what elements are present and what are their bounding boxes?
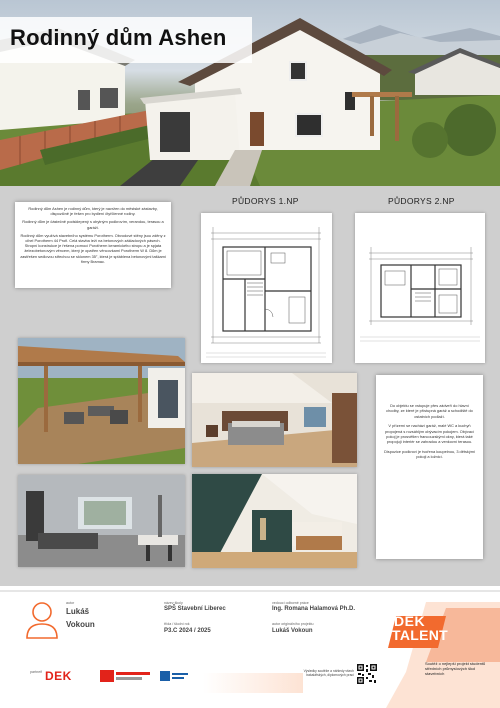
floor-plan-1-drawing	[201, 213, 332, 363]
supervisor-label: vedoucí odborné práce	[272, 601, 309, 605]
floor-plan-1-label: PŮDORYS 1.NP	[232, 196, 299, 206]
dek-partner-logo: DEK	[45, 669, 72, 683]
school-label: název školy	[164, 601, 183, 605]
supervisor-name: Ing. Romana Halamová Ph.D.	[272, 606, 356, 612]
description-paragraph-1: Rodinný dům Ashen je rodinný dům, který je navržen do městské zástavby, dispozičně je řešen pro bydlení čtyřčlenné rodiny.	[28, 206, 158, 217]
info-paragraph-2: V přízemí se nachází garáž, malé WC a kuchyň propojená s rozsáhlým obývacím pokojem. Obývací pokoj je prosvětlen francouzskými okny, která také propojují interiér se zahradou a venkovní terasou.	[384, 423, 475, 445]
original-author-name: Lukáš Vokoun	[272, 628, 313, 634]
avatar-icon	[24, 600, 60, 640]
qr-note-backdrop	[203, 673, 303, 693]
terrace-render	[18, 338, 185, 464]
original-author-label: autor originálního projektu	[272, 622, 314, 626]
bedroom-render	[192, 373, 357, 467]
class-label: třída / školní rok	[164, 622, 190, 626]
partner-logo-3	[160, 669, 188, 683]
layout-description-card	[376, 375, 483, 559]
description-paragraph-3: Rodinný dům využívá stavebního systému Porotherm. Obvodové stěny jsou zděny z cihel Porotherm 44 Profi. Celá stavba leží na betonových základových pásech. Stropní konstrukce je řešena pomocí Porotherm keramického stropu a je spjata železobetonovým věncem, který je opatřen věncovkami Porotherm W 8. Dům je zastřešen sedlovou střechou se sklonem 35°, která je sptáblena betonovými taškami firmy Bramac.	[20, 232, 166, 264]
partner-logo-2	[100, 669, 150, 683]
description-card	[15, 202, 171, 288]
floor-plan-2	[355, 213, 485, 363]
dek-talent-logo-top: DEK	[394, 613, 426, 629]
dek-talent-description: Soutěž o nejlepší projekt studentů středních průmyslových škol stavebních	[425, 661, 486, 677]
hero-render	[0, 0, 500, 186]
page-title: Rodinný dům Ashen	[10, 25, 227, 50]
partners-label: partneři	[30, 670, 43, 674]
info-paragraph-3: Dispozice podkroví je tvořena koupelnou, 3 dětskými pokoji a ložnicí.	[384, 448, 475, 460]
class-year: P3.C 2024 / 2025	[164, 628, 211, 634]
floor-plan-2-label: PŮDORYS 2.NP	[388, 196, 455, 206]
qr-note-line-1: Výsledky soutěže a náhledy všech	[303, 669, 354, 673]
description-paragraph-2: Rodinný dům je částečně podsklepený s obytným podkrovím, verandou, terasou a garáží.	[22, 219, 164, 230]
qr-note	[302, 669, 354, 677]
living-room-render	[18, 475, 185, 567]
info-paragraph-1: Do objektu se vstupuje přes zádveří do hlavní chodby, ze které je přístupná garáž a schodiště do ostatních podlaží.	[386, 403, 473, 419]
school-name: SPŠ Stavební Liberec	[164, 606, 226, 612]
author-first-name: Lukáš	[66, 607, 90, 616]
author-label: autor	[66, 601, 75, 605]
qr-code-icon[interactable]	[356, 663, 378, 685]
floor-plan-2-drawing	[355, 213, 485, 363]
author-last-name: Vokoun	[66, 620, 95, 629]
qr-note-line-2: bakalářských, diplomových prací	[306, 673, 354, 678]
floor-plan-1	[201, 213, 332, 363]
dek-talent-logo-bottom: TALENT	[392, 627, 448, 643]
attic-room-render	[192, 474, 357, 568]
footer-divider	[0, 590, 500, 592]
